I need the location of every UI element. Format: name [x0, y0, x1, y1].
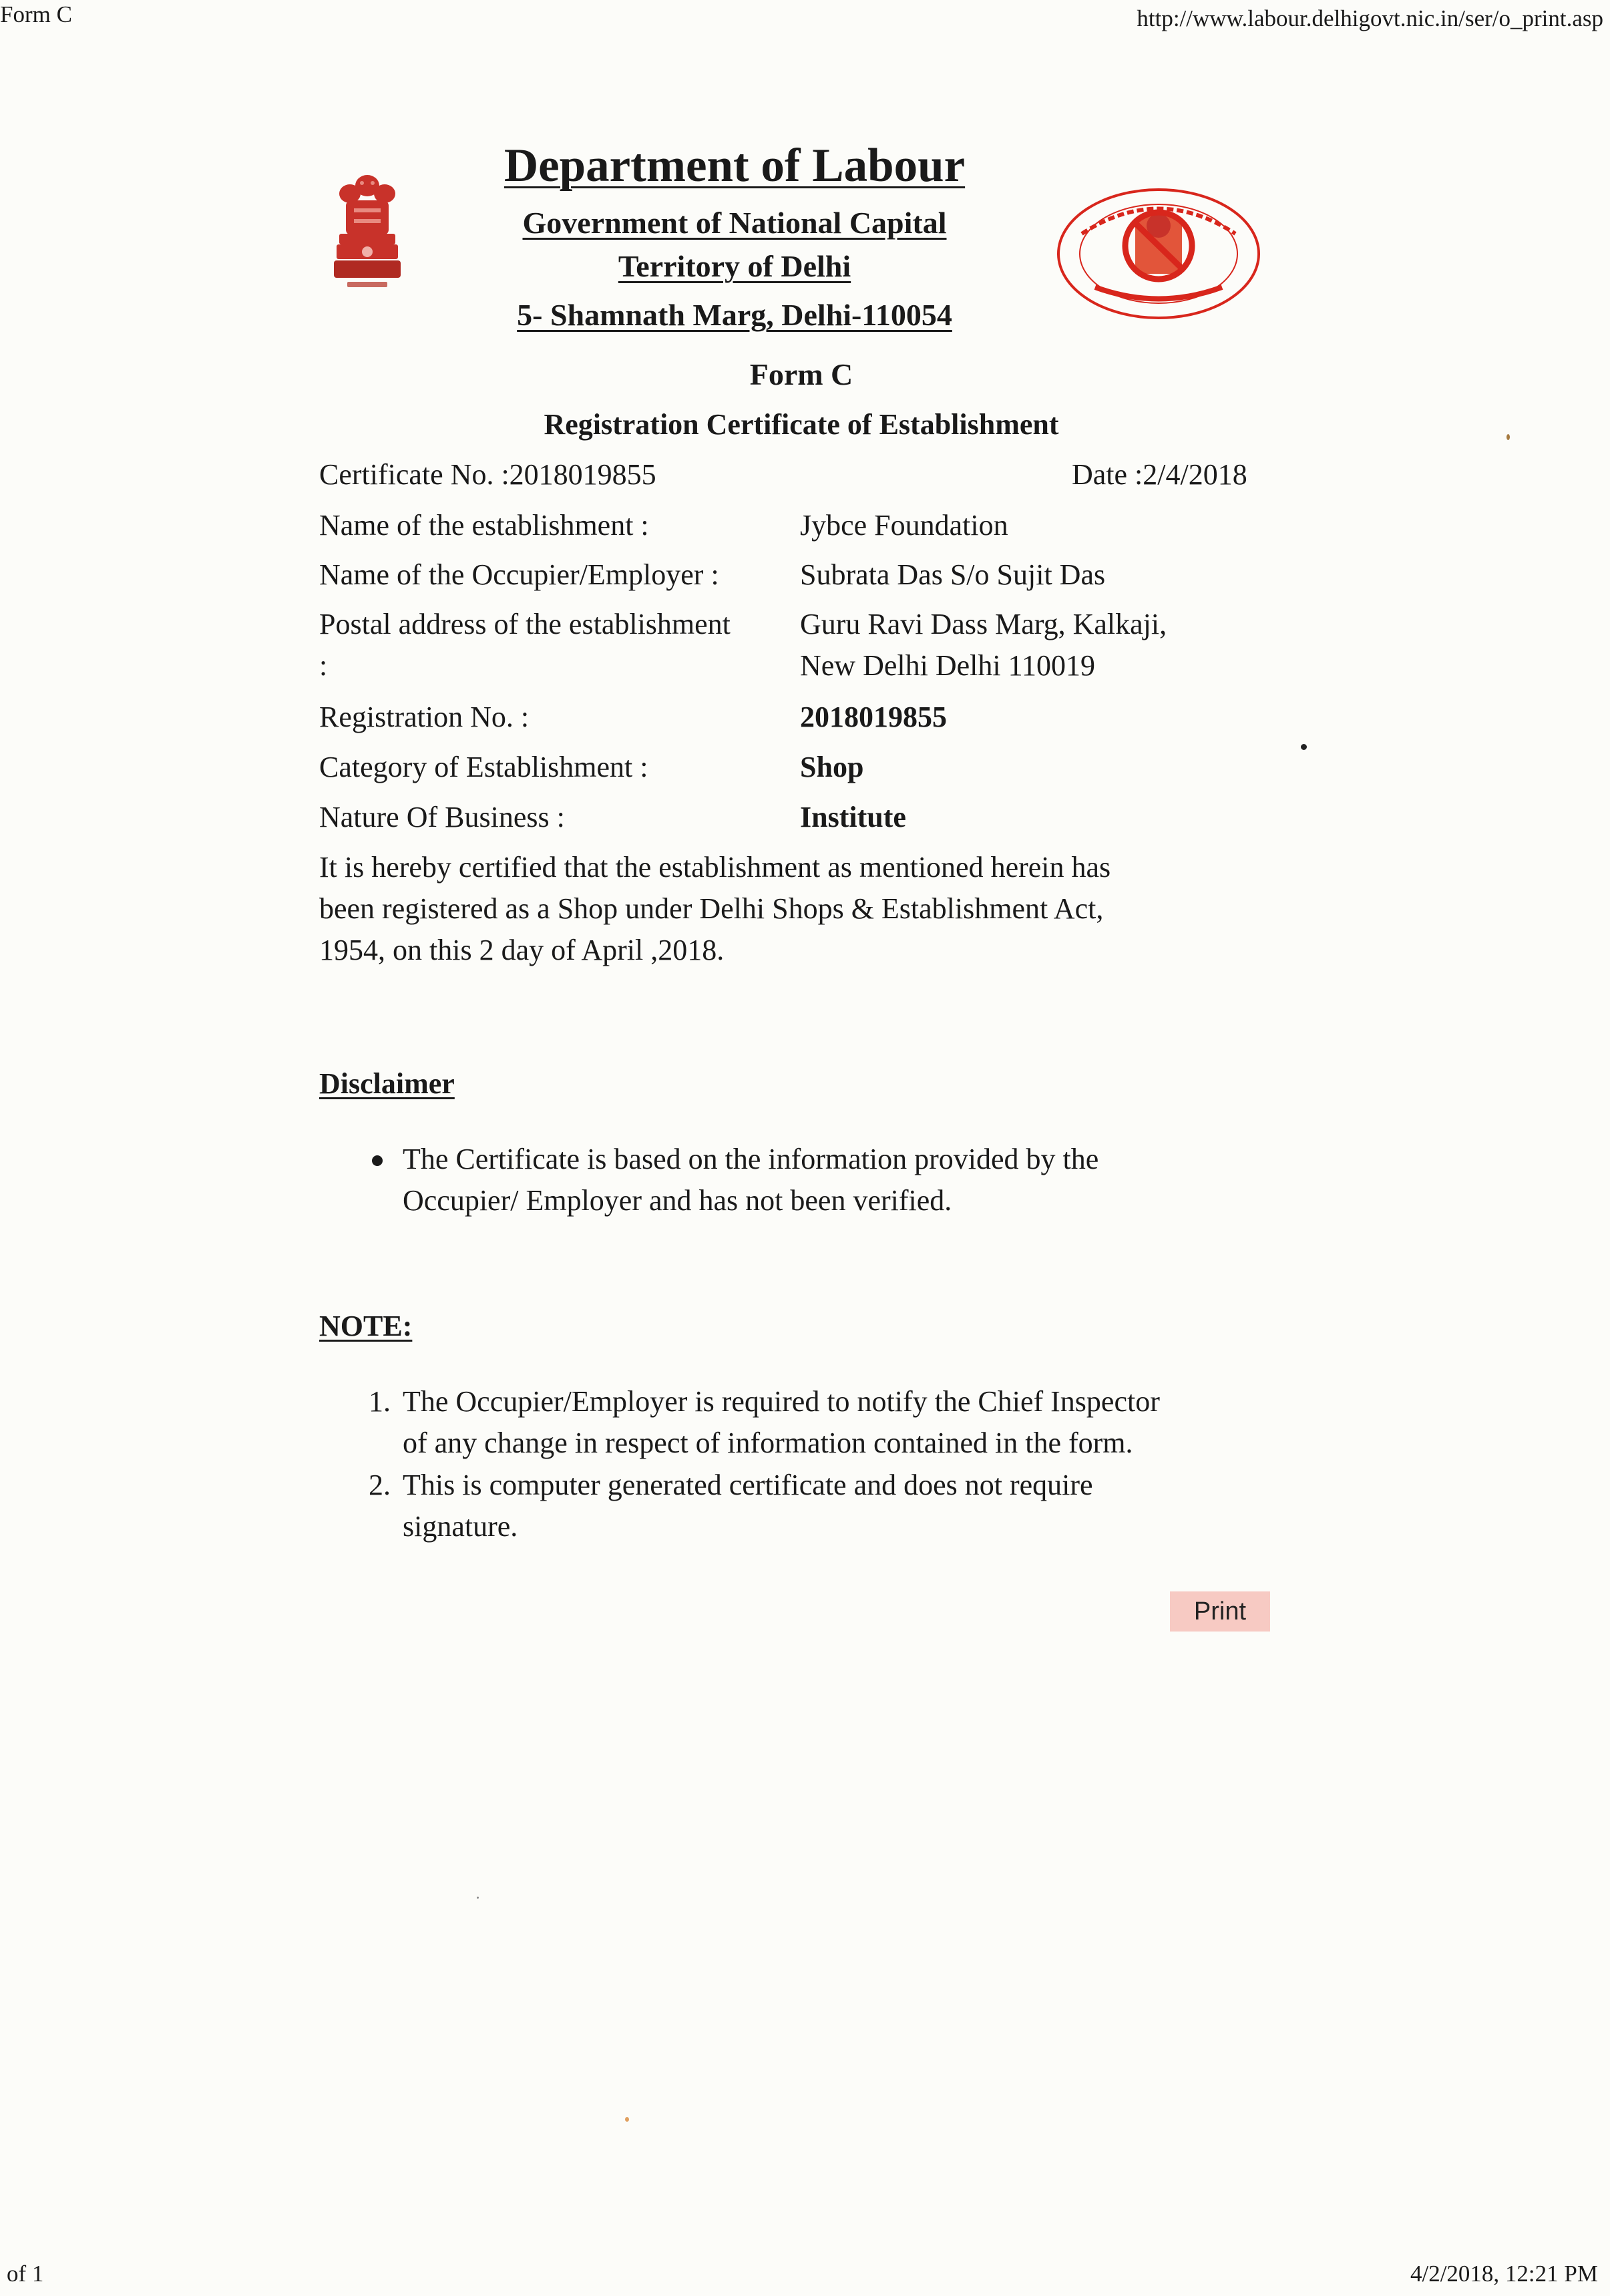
- field-value-establishment: Jybce Foundation: [800, 509, 1008, 542]
- field-value-postal-address: Guru Ravi Dass Marg, Kalkaji,: [800, 608, 1167, 640]
- state-emblem-icon: [327, 167, 407, 294]
- field-label-registration-no: Registration No. :: [319, 701, 530, 733]
- disclaimer-item-line-2: Occupier/ Employer and has not been verified.: [403, 1184, 952, 1217]
- field-value-nature-of-business: Institute: [800, 801, 906, 833]
- department-title: Department of Labour: [504, 140, 966, 192]
- form-name: Form C: [749, 357, 853, 391]
- field-label-occupier: Name of the Occupier/Employer :: [319, 558, 719, 591]
- field-label-postal-address: Postal address of the establishment: [319, 608, 731, 640]
- field-value-category: Shop: [800, 751, 864, 783]
- disclaimer-item-line-1: The Certificate is based on the information provided by the: [403, 1143, 1099, 1175]
- government-line-1: Government of National Capital: [522, 206, 947, 240]
- browser-print-timestamp: 4/2/2018, 12:21 PM: [1410, 2261, 1598, 2287]
- field-value-postal-address-cont: New Delhi Delhi 110019: [800, 649, 1095, 682]
- field-label-category: Category of Establishment :: [319, 751, 648, 783]
- government-line-2: Territory of Delhi: [618, 249, 851, 283]
- field-value-registration-no: 2018019855: [800, 701, 947, 733]
- browser-url: http://www.labour.delhigovt.nic.in/ser/o_print.asp: [1137, 5, 1603, 31]
- scan-speck: [1506, 434, 1510, 440]
- scan-speck: [477, 1897, 479, 1899]
- note-item-1-line-2: of any change in respect of information contained in the form.: [403, 1426, 1133, 1459]
- note-item-2-line-2: signature.: [403, 1510, 518, 1543]
- field-value-occupier: Subrata Das S/o Sujit Das: [800, 558, 1106, 591]
- note-item-number: 2.: [369, 1469, 391, 1501]
- field-label-establishment: Name of the establishment :: [319, 509, 649, 542]
- certificate-title: Registration Certificate of Establishment: [544, 408, 1059, 441]
- note-item-1-line-1: The Occupier/Employer is required to notify the Chief Inspector: [403, 1385, 1160, 1418]
- certification-statement-line-1: It is hereby certified that the establishment as mentioned herein has: [319, 851, 1111, 884]
- bullet-icon: [372, 1155, 383, 1166]
- field-label-nature-of-business: Nature Of Business :: [319, 801, 565, 833]
- scan-speck: [1301, 744, 1307, 750]
- certification-statement-line-3: 1954, on this 2 day of April ,2018.: [319, 934, 725, 966]
- browser-page-title: Form C: [0, 1, 72, 27]
- note-item-number: 1.: [369, 1385, 391, 1418]
- department-address: 5- Shamnath Marg, Delhi-110054: [517, 298, 952, 332]
- note-heading: NOTE:: [319, 1310, 413, 1342]
- print-button[interactable]: Print: [1170, 1591, 1270, 1632]
- certificate-date: Date :2/4/2018: [1072, 458, 1247, 491]
- field-label-postal-address-colon: :: [319, 649, 328, 682]
- no-child-labour-logo-icon: [1055, 187, 1262, 321]
- certification-statement-line-2: been registered as a Shop under Delhi Shops & Establishment Act,: [319, 892, 1104, 925]
- certificate-number: Certificate No. :2018019855: [319, 458, 656, 491]
- disclaimer-heading: Disclaimer: [319, 1067, 455, 1100]
- note-item-2-line-1: This is computer generated certificate and does not require: [403, 1469, 1093, 1501]
- browser-page-count: of 1: [7, 2261, 44, 2287]
- scan-speck: [625, 2117, 629, 2122]
